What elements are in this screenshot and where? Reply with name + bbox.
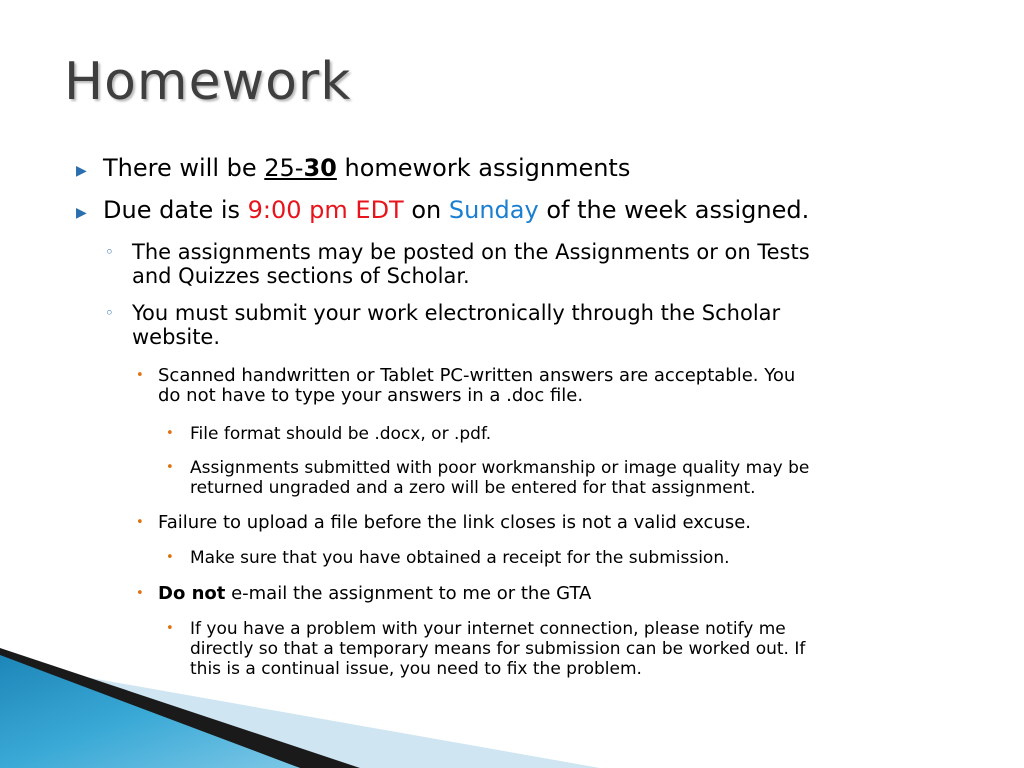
bullet-due-date: Due date is 9:00 pm EDT on Sunday of the week assigned. — [103, 196, 810, 224]
dot-bullet-icon: • — [136, 515, 144, 530]
dot-bullet-icon: • — [166, 426, 174, 441]
dot-bullet-icon: • — [136, 586, 144, 601]
dot-bullet-icon: • — [166, 550, 174, 565]
dot-bullet-icon: • — [166, 460, 174, 475]
bullet-assignment-count: There will be 25-30 homework assignments — [103, 154, 631, 182]
bullet-internet-problem: If you have a problem with your internet connection, please notify me directly so that a temporary means for submission can be worked out. If this is a continual issue, you need to fix the problem. — [190, 619, 806, 679]
slide-title: Homework — [64, 52, 352, 112]
assignment-range: 25-30 — [264, 154, 337, 182]
bullet-poor-workmanship: Assignments submitted with poor workmanship or image quality may be returned ungraded and a zero will be entered for that assignment. — [190, 458, 810, 498]
bullet-file-format: File format should be .docx, or .pdf. — [190, 424, 492, 444]
circle-bullet-icon: ◦ — [105, 243, 114, 261]
dot-bullet-icon: • — [166, 621, 174, 636]
bullet-posting-location: The assignments may be posted on the Assignments or on Tests and Quizzes sections of Scholar. — [132, 240, 810, 288]
bullet-scanned-answers: Scanned handwritten or Tablet PC-written answers are acceptable. You do not have to type your answers in a .doc file. — [158, 365, 796, 406]
bullet-no-email: Do not e-mail the assignment to me or the GTA — [158, 583, 592, 604]
circle-bullet-icon: ◦ — [105, 304, 114, 322]
due-time: 9:00 pm EDT — [247, 196, 404, 224]
due-day: Sunday — [448, 196, 539, 224]
bullet-submit-electronically: You must submit your work electronically through the Scholar website. — [132, 301, 781, 349]
bullet-receipt: Make sure that you have obtained a receipt for the submission. — [190, 548, 730, 568]
bullet-upload-deadline: Failure to upload a file before the link closes is not a valid excuse. — [158, 512, 752, 533]
dot-bullet-icon: • — [136, 368, 144, 383]
arrow-bullet-icon: ▶ — [76, 163, 87, 179]
arrow-bullet-icon: ▶ — [76, 205, 87, 221]
